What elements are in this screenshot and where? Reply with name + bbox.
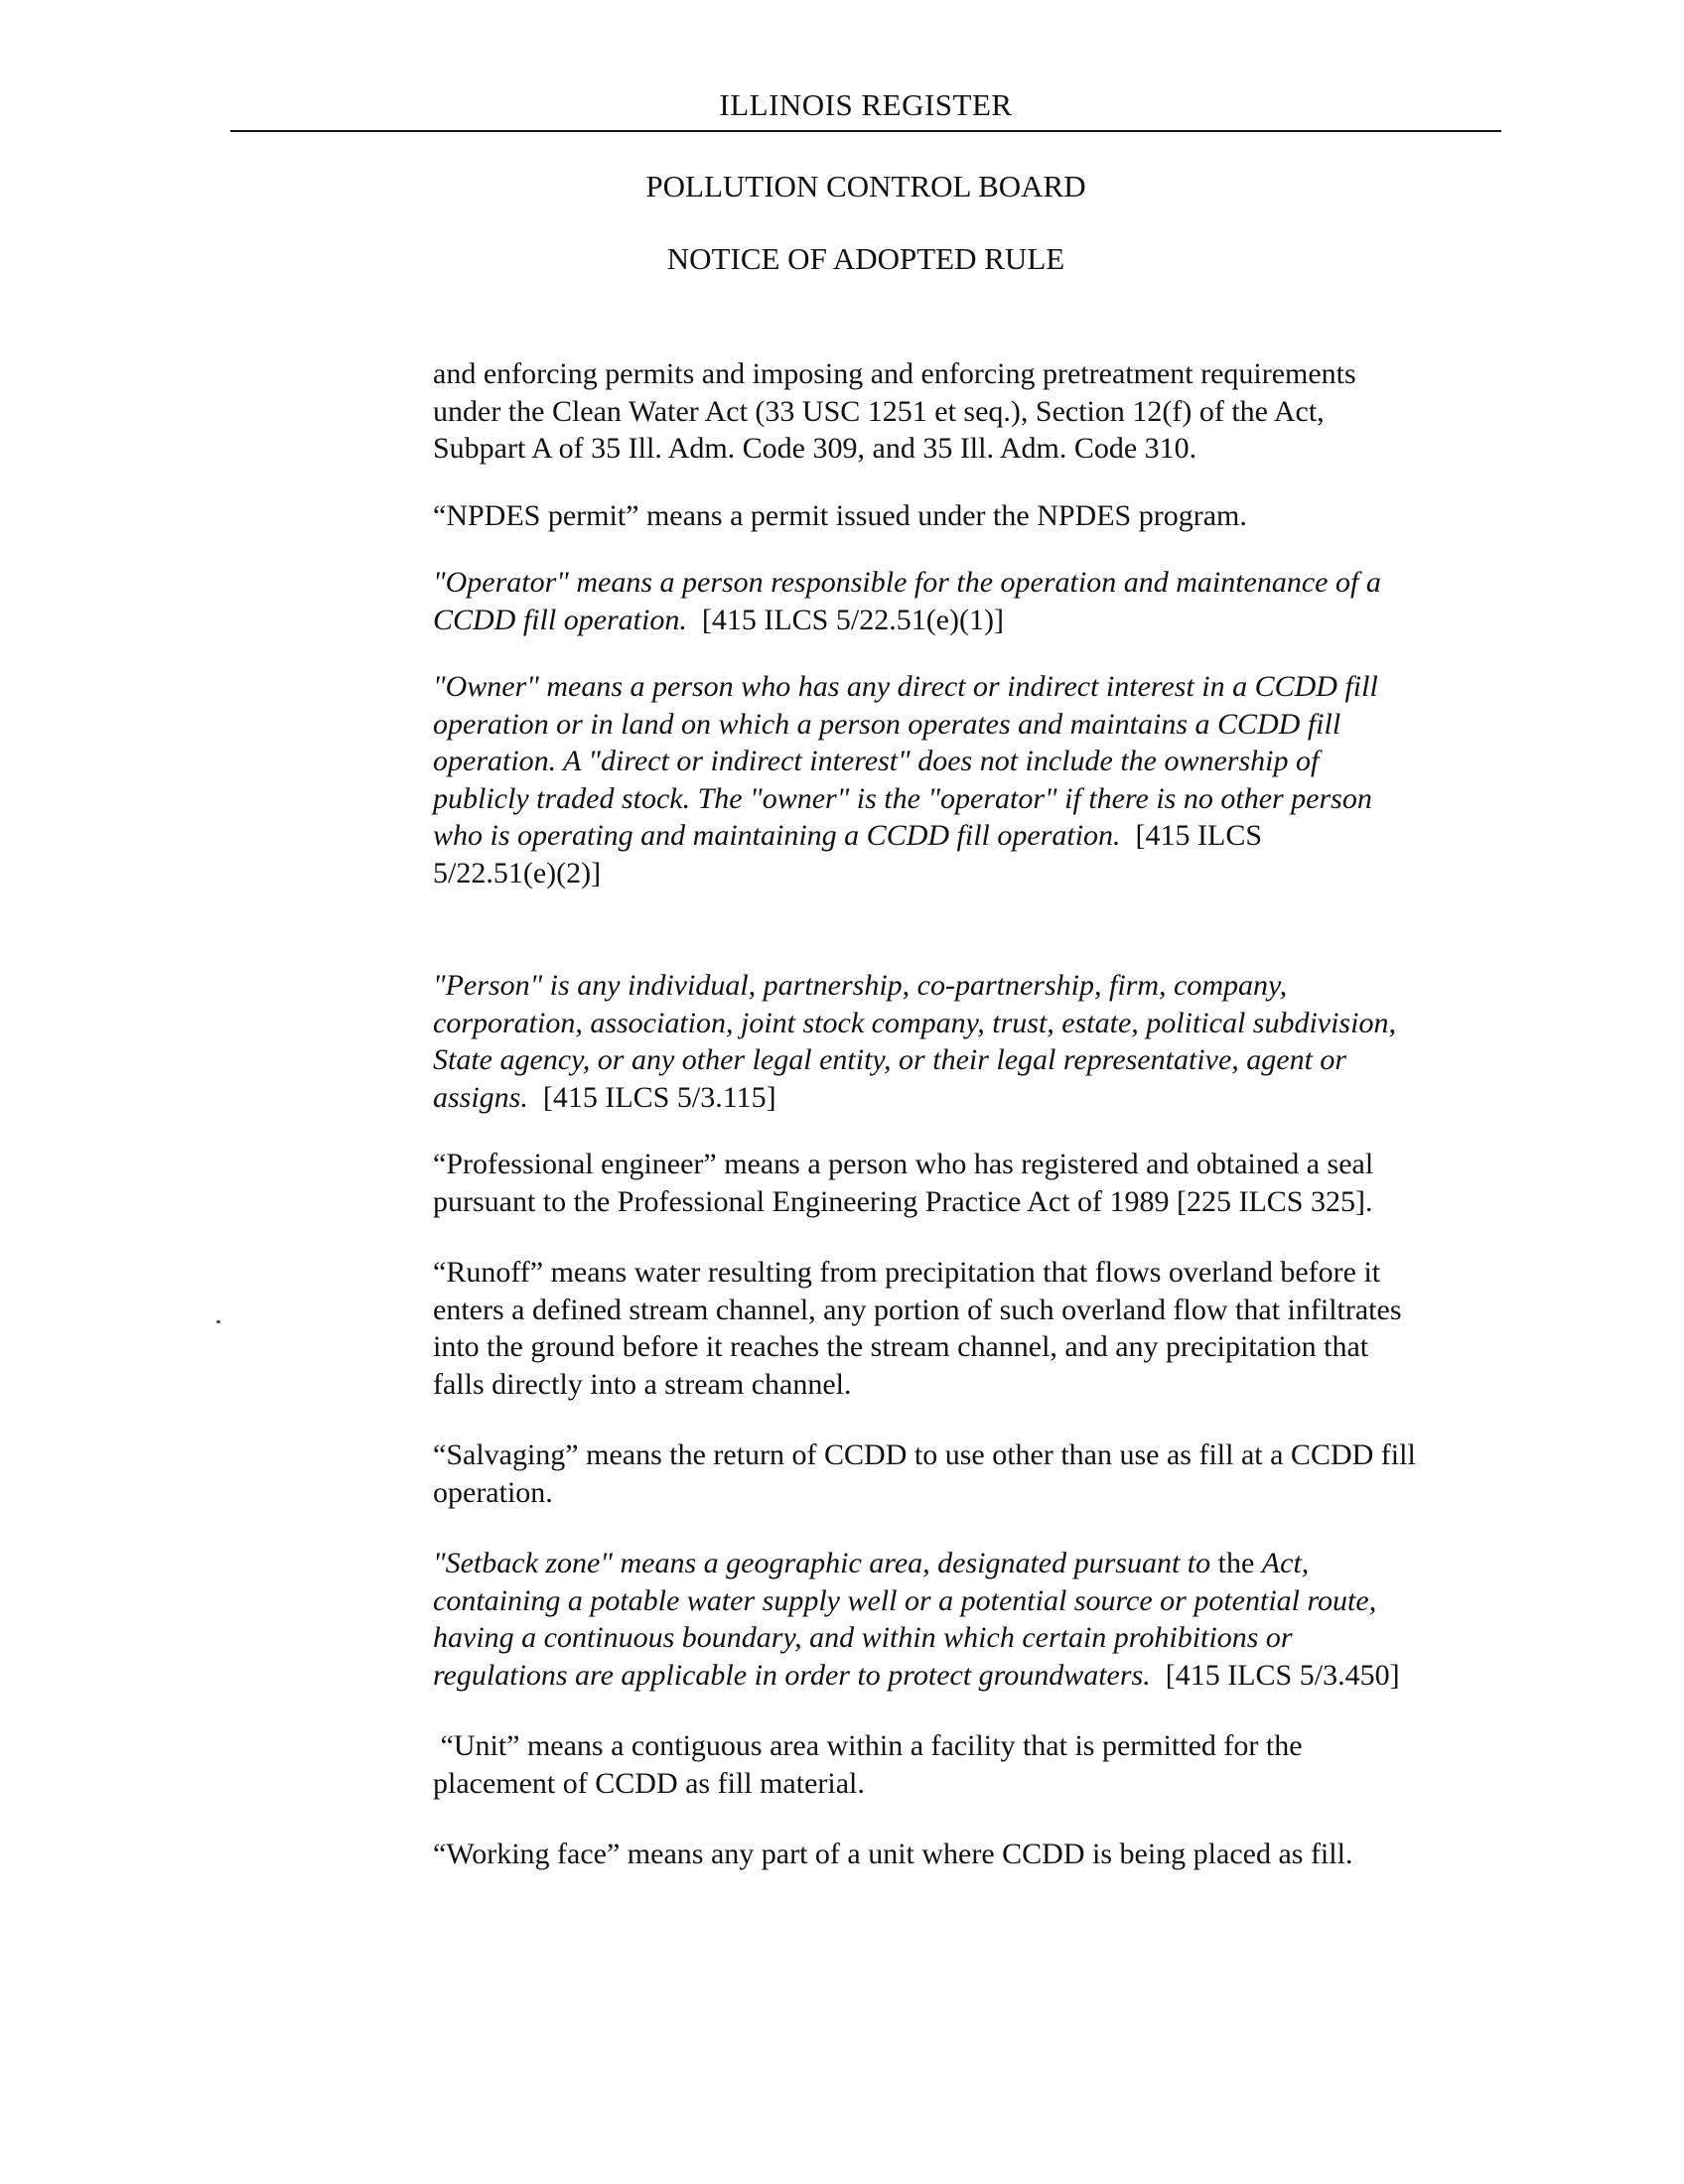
text-line: “NPDES permit” means a permit issued under the NPDES program. [433,498,1247,532]
definition-operator [433,564,1525,638]
text-line [433,1545,1525,1582]
text-line: enters a defined stream channel, any portion of such overland flow that infiltrates [433,1293,1402,1326]
text-line: having a continuous boundary, and within which certain prohibitions or [433,1621,1293,1654]
text-line: operation. A "direct or indirect interest" does not include the ownership of [433,745,1320,777]
text-line [433,817,1525,855]
text-line: Subpart A of 35 Ill. Adm. Code 309, and 35 Ill. Adm. Code 310. [433,432,1197,465]
text-line: falls directly into a stream channel. [433,1367,852,1401]
text-line: operation. [433,1475,553,1509]
definition-person [433,967,1525,1116]
text-line: under the Clean Water Act (33 USC 1251 et seq.), Section 12(f) of the Act, [433,394,1325,428]
statute-citation: [415 ILCS [1135,819,1263,852]
definition-working-face [433,1836,1525,1873]
definition-unit [433,1727,1525,1802]
text-line [433,1657,1525,1695]
text-line: operation or in land on which a person operates and maintains a CCDD fill [433,707,1341,741]
definition-text: regulations are applicable in order to protect groundwaters. [433,1658,1151,1692]
text-line: "Person" is any individual, partnership, co-partnership, firm, company, [433,969,1288,1002]
text-line: containing a potable water supply well or a potential source or potential route, [433,1583,1377,1617]
text-line: “Professional engineer” means a person who has registered and obtained a seal [433,1148,1374,1180]
definition-text: CCDD fill operation. [433,603,687,636]
text-line: “Working face” means any part of a unit where CCDD is being placed as fill. [433,1838,1353,1870]
text-line: into the ground before it reaches the stream channel, and any precipitation that [433,1330,1369,1363]
text-line: pursuant to the Professional Engineering Practice Act of 1989 [225 ILCS 325]. [433,1184,1373,1218]
paragraph-npdes-program [433,355,1525,468]
text-line [433,602,1525,639]
definition-text: who is operating and maintaining a CCDD fill operation. [433,819,1121,852]
running-head: ILLINOIS REGISTER [719,87,1013,122]
text-line [433,1079,1525,1117]
header-rule [230,130,1501,132]
text-line: “Runoff” means water resulting from precipitation that flows overland before it [433,1256,1381,1289]
text-line: publicly traded stock. The "owner" is the "operator" if there is no other person [433,781,1372,815]
definition-text: "Setback zone" means a geographic area, designated pursuant to [433,1547,1211,1579]
scan-speck [216,1320,220,1323]
definition-professional-engineer [433,1146,1525,1220]
roman-word: the [1217,1547,1255,1579]
definition-text: Act, [1261,1547,1310,1579]
text-line: "Owner" means a person who has any direct or indirect interest in a CCDD fill [433,670,1378,703]
definition-salvaging [433,1436,1525,1511]
statute-citation: [415 ILCS 5/3.115] [542,1080,776,1114]
text-line: State agency, or any other legal entity, or their legal representative, agent or [433,1043,1347,1076]
text-line: “Salvaging” means the return of CCDD to use other than use as fill at a CCDD fill [433,1438,1416,1471]
text-line: corporation, association, joint stock company, trust, estate, political subdivision, [433,1006,1396,1039]
text-line [433,1727,1525,1765]
definition-setback-zone [433,1545,1525,1694]
text-line: placement of CCDD as fill material. [433,1766,865,1800]
definition-npdes-permit [433,497,1525,535]
text-line: 5/22.51(e)(2)] [433,856,602,889]
notice-heading: NOTICE OF ADOPTED RULE [666,241,1065,276]
agency-heading: POLLUTION CONTROL BOARD [645,169,1086,204]
text-line: and enforcing permits and imposing and enforcing pretreatment requirements [433,357,1356,390]
definition-owner [433,668,1525,891]
statute-citation: [415 ILCS 5/22.51(e)(1)] [701,603,1004,636]
text-line: "Operator" means a person responsible for the operation and maintenance of a [433,566,1381,599]
definition-text: assigns. [433,1080,528,1114]
statute-citation: [415 ILCS 5/3.450] [1165,1658,1400,1692]
definition-runoff [433,1254,1525,1403]
definition-text: “Unit” means a contiguous area within a facility that is permitted for the [440,1729,1303,1762]
document-body [433,355,1525,1873]
